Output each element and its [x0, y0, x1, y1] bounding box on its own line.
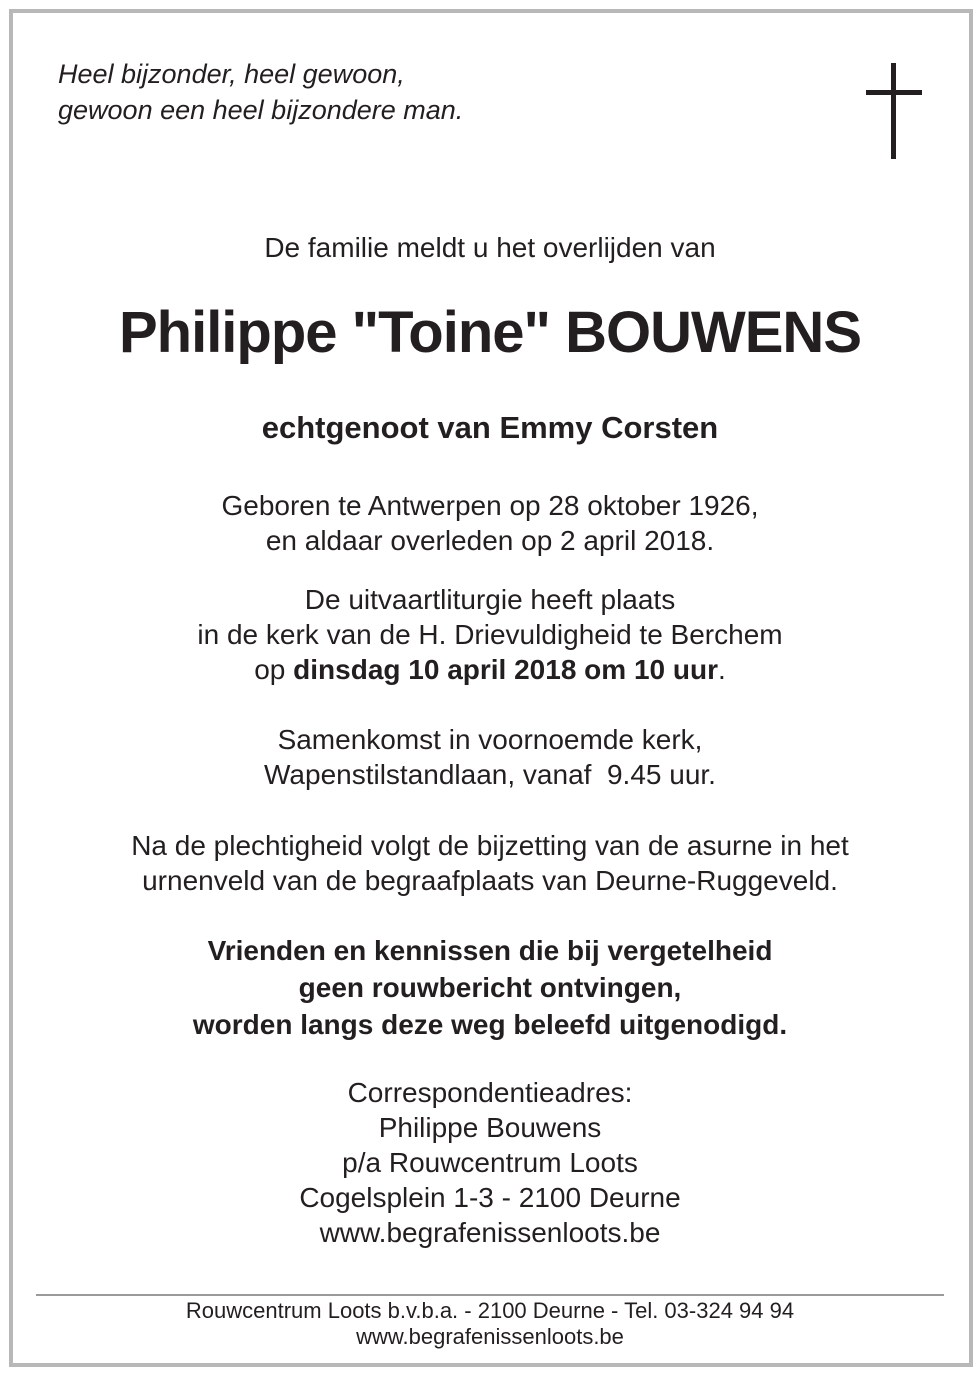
motto-line-2: gewoon een heel bijzondere man.	[58, 95, 464, 125]
invitation-text	[0, 932, 980, 1043]
funeral-line-1: De uitvaartliturgie heeft plaats	[304, 584, 676, 615]
funeral-date-prefix: op	[254, 654, 294, 685]
death-line: en aldaar overleden op 2 april 2018.	[265, 525, 715, 556]
funeral-info	[0, 582, 980, 687]
funeral-line-3	[0, 652, 980, 687]
burial-line-1: Na de plechtigheid volgt de bijzetting van de asurne in het	[131, 830, 849, 861]
contact-name: Philippe Bouwens	[378, 1112, 602, 1143]
burial-line-2: urnenveld van de begraafplaats van Deurne-Ruggeveld.	[142, 865, 838, 896]
invite-line-1: Vrienden en kennissen die bij vergetelheid	[207, 935, 773, 966]
contact-street: Cogelsplein 1-3 - 2100 Deurne	[299, 1182, 681, 1213]
motto	[58, 56, 463, 128]
invite-line-3: worden langs deze weg beleefd uitgenodigd.	[192, 1009, 788, 1040]
footer-company: Rouwcentrum Loots b.v.b.a. - 2100 Deurne - Tel. 03-324 94 94	[185, 1298, 795, 1323]
latin-cross-icon	[866, 63, 922, 159]
birth-line: Geboren te Antwerpen op 28 oktober 1926,	[221, 490, 759, 521]
meeting-info	[0, 722, 980, 792]
contact-website: www.begrafenissenloots.be	[319, 1217, 661, 1248]
spouse-line: echtgenoot van Emmy Corsten	[261, 410, 719, 445]
contact-care-of: p/a Rouwcentrum Loots	[342, 1147, 638, 1178]
meeting-line-1: Samenkomst in voornoemde kerk,	[277, 724, 703, 755]
birth-death-info	[0, 488, 980, 558]
footer-divider	[36, 1294, 944, 1296]
correspondence-address	[0, 1075, 980, 1250]
funeral-line-2: in de kerk van de H. Drievuldigheid te Berchem	[197, 619, 783, 650]
meeting-line-2: Wapenstilstandlaan, vanaf 9.45 uur.	[264, 759, 716, 790]
funeral-date-suffix: .	[717, 654, 726, 685]
footer	[0, 1298, 980, 1350]
invite-line-2: geen rouwbericht ontvingen,	[298, 972, 682, 1003]
footer-website: www.begrafenissenloots.be	[356, 1324, 624, 1349]
deceased-name: Philippe "Toine" BOUWENS	[118, 300, 862, 365]
contact-heading: Correspondentieadres:	[347, 1077, 633, 1108]
burial-info	[0, 828, 980, 898]
motto-line-1: Heel bijzonder, heel gewoon,	[58, 59, 405, 89]
funeral-date: dinsdag 10 april 2018 om 10 uur	[293, 654, 718, 685]
intro-text: De familie meldt u het overlijden van	[264, 232, 716, 263]
